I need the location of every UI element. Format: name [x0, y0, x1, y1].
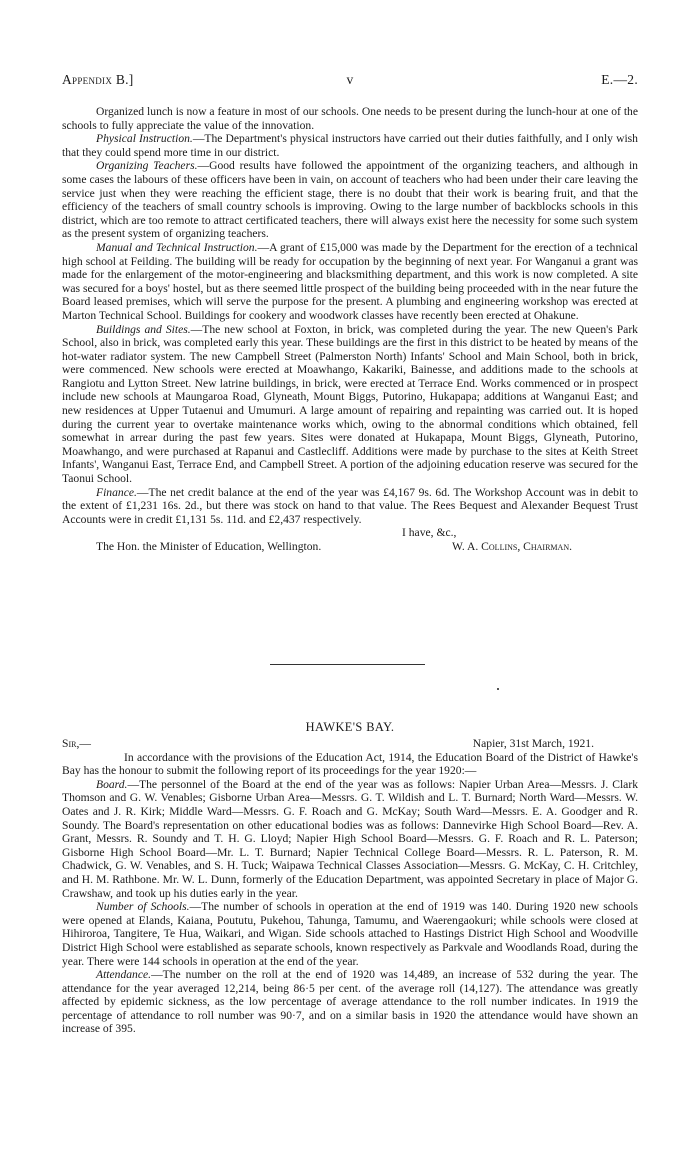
paragraph-heading: Physical Instruction. — [96, 132, 193, 146]
page-number: v — [346, 72, 354, 87]
hawkes-bay-report — [62, 737, 638, 1036]
print-speck — [497, 688, 499, 690]
salutation: Sir,— — [62, 737, 91, 750]
dateline: Napier, 31st March, 1921. — [472, 737, 594, 750]
salutation-line — [62, 737, 638, 751]
paragraph-organizing-teachers: Organizing Teachers.—Good results have followed the appointment of the organizing teachers, and although in some cases the labours of these officers have been in vain, on account of teachers who had been under their care leaving the service just when they were reaching the efficient stage, there is no doubt that their work is bearing fruit, and that the efficiency of the teachers of small country schools is improving. Owing to the large number of backblocks schools in this district, which are too remote to attract certificated teachers, there will always exist here the necessity for some such system as the present system of organizing teachers. — [62, 159, 638, 241]
page-header — [62, 72, 638, 92]
paragraph-heading: Buildings and Sites. — [96, 322, 191, 336]
paragraph-buildings-sites: Buildings and Sites.—The new school at Foxton, in brick, was completed during the year. The new Queen's Park School, also in brick, was completed early this year. These buildings are the first in this district to be heated by means of the hot-water radiator system. The new Campbell Street (Palmerston North) Infants' School and Main School, both in brick, were commenced. New schools were erected at Moawhango, Kakariki, Bainesse, and additions made to the schools at Rangiotu and Lytton Street. New latrine buildings, in brick, were erected at Terrace End. Works commenced or in prospect include new schools at Maungaroa Road, Glyneath, Mount Biggs, Putorino, Hukapapa; additions at Wanganui East; and new residences at Upper Tutaenui and Umumuri. A large amount of repairing and repainting was carried out. It is hoped during the current year to overtake maintenance works which, owing to the abnormal conditions which obtained, fell somewhat in arrear during the past few years. Sites were donated at Hukapapa, Mount Biggs, Glyneath, Putorino, Moawhango, and were purchased at Rapanui and Castlecliff. Additions were made by purchase to the sites at Keith Street Infants', Wanganui East, Terrace End, and Campbell Street. A portion of the adjoining education reserve was secured for the Taonui School. — [62, 322, 638, 486]
paragraph-finance: Finance.—The net credit balance at the end of the year was £4,167 9s. 6d. The Workshop Account was in debit to the extent of £1,231 16s. 2d., but there was stock on hand to that value. The Rees Bequest and Alexander Bequest Trust Accounts were in credit £1,131 5s. 11d. and £2,437 respectively. — [62, 485, 638, 526]
paragraph-heading: Manual and Technical Instruction. — [96, 240, 258, 254]
section-title: HAWKE'S BAY. — [305, 720, 395, 734]
paragraph-physical-instruction: Physical Instruction.—The Department's physical instructors have carried out their duties faithfully, and I only wish that they could spend more time in our district. — [62, 132, 638, 159]
paragraph-heading: Board. — [96, 777, 128, 791]
addressee: The Hon. the Minister of Education, Wellington. — [96, 540, 322, 553]
letter-closing: I have, &c., — [402, 526, 457, 540]
paragraph-attendance: Attendance.—The number on the roll at the end of 1920 was 14,489, an increase of 532 during the year. The attendance for the year averaged 12,214, being 86·5 per cent. of the average roll (14,127). The attendance was greatly affected by epidemic sickness, as the low percentage of average attendance to the roll number indicates. In 1919 the percentage of attendance to roll number was 90·7, and on a similar basis in 1920 the attendance would have shown an increase of 395. — [62, 968, 638, 1036]
report-reference: E.—2. — [601, 72, 638, 87]
section-divider — [270, 664, 425, 665]
paragraph-heading: Organizing Teachers. — [96, 159, 198, 173]
paragraph-heading: Finance. — [96, 485, 137, 499]
paragraph-intro: In accordance with the provisions of the Education Act, 1914, the Education Board of the District of Hawke's Bay has the honour to submit the following report of its proceedings for the year 1920:— — [62, 750, 638, 778]
paragraph-number-of-schools: Number of Schools.—The number of schools in operation at the end of 1919 was 140. During 1920 new schools were opened at Elands, Kaiana, Poututu, Pukehou, Tahunga, Tamumu, and Waerengaokuri; while schools were closed at Hihiroroa, Tangitere, Te Hua, Waikari, and Wigan. Side schools attached to Hastings District High School and Woodville District High School were established as separate schools, known respectively as Parkvale and Woodlands Road, during the year. There were 144 schools in operation at the end of the year. — [62, 900, 638, 968]
wanganui-report-continuation — [62, 105, 638, 554]
paragraph-manual-technical: Manual and Technical Instruction.—A grant of £15,000 was made by the Department for the erection of a technical high school at Feilding. The building will be ready for occupation by the beginning of next year. For Wanganui a grant was made for the enlargement of the motor-engineering and blacksmithing department, and this work is now completed. A site was secured for a boys' hostel, but as there seemed little prospect of the building being proceeded with in the near future the Board leased premises, which will serve the purpose for the present. A plumbing and engineering workshop was erected at Marton Technical School. Buildings for cookery and woodwork classes have recently been erected at Ohakune. — [62, 240, 638, 322]
signature-line — [62, 540, 638, 554]
appendix-label: Appendix B.] — [62, 72, 134, 87]
signatory: W. A. Collins, Chairman. — [451, 540, 572, 553]
paragraph-heading: Number of Schools. — [96, 900, 190, 914]
paragraph-organized-lunch: Organized lunch is now a feature in most of our schools. One needs to be present during the lunch-hour at one of the schools to fully appreciate the value of the innovation. — [62, 105, 638, 132]
paragraph-heading: Attendance. — [96, 968, 152, 982]
paragraph-board: Board.—The personnel of the Board at the end of the year was as follows: Napier Urban Area—Messrs. J. Clark Thomson and G. W. Venables; Gisborne Urban Area—Messrs. G. T. Wildish and L. T. Burnard; North Ward—Messrs. W. Oates and J. R. Kirk; Middle Ward—Messrs. G. F. Roach and G. McKay; South Ward—Messrs. E. A. Goodger and R. Soundy. The Board's representation on other educational bodies was as follows: Dannevirke High School Board—Rev. A. Grant, Messrs. R. Soundy and T. H. G. Lloyd; Napier High School Board—Messrs. G. F. Roach and R. L. Paterson; Gisborne High School Board—Mr. L. T. Burnard; Napier Technical College Board—Messrs. R. L. Paterson, R. M. Chadwick, G. W. Venables, and S. H. Tuck; Waipawa Technical Classes Association—Messrs. G. McKay, C. H. Critchley, and H. M. Rathbone. Mr. W. L. Dunn, formerly of the Education Department, was appointed Secretary in place of Major G. Crawshaw, and took up his duties early in the year. — [62, 777, 638, 900]
